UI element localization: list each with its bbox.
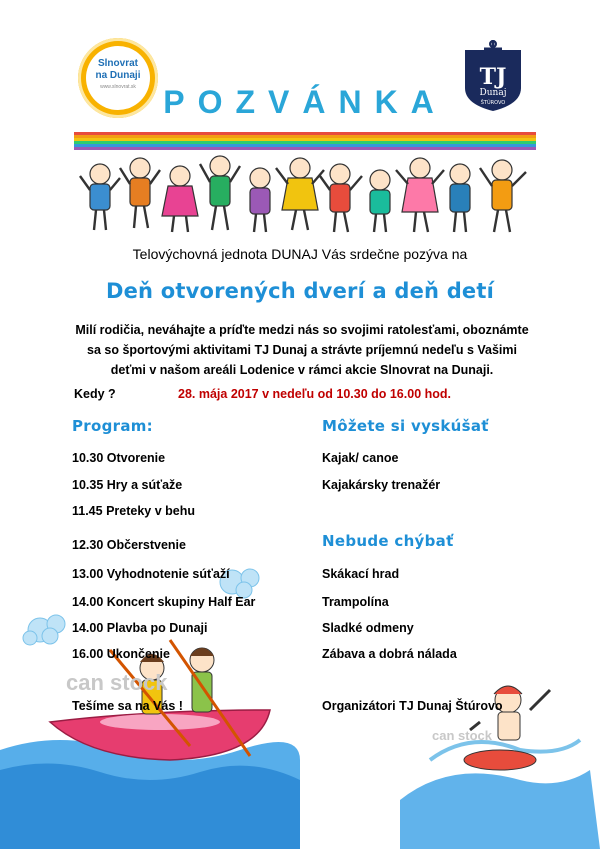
logo-line2: na Dunaji bbox=[95, 70, 141, 81]
extras-heading: Nebude chýbať bbox=[322, 532, 454, 550]
try-item: Kajak/ canoe bbox=[322, 451, 399, 465]
logo-line3: www.slnovrat.sk bbox=[100, 84, 136, 90]
try-item: Kajakársky trenažér bbox=[322, 478, 441, 492]
crest-letters: TJ bbox=[479, 64, 507, 90]
slnovrat-logo bbox=[78, 38, 158, 118]
program-item: 14.00 Plavba po Dunaji bbox=[72, 621, 208, 635]
paragraph-line: Milí rodičia, neváhajte a príďte medzi nás so svojimi ratolesťami, oboznámte bbox=[75, 323, 529, 337]
watermark-right: can stock bbox=[432, 728, 492, 743]
program-item: 10.35 Hry a súťaže bbox=[72, 478, 183, 492]
children-illustration bbox=[70, 128, 540, 238]
invitation-intro: Telovýchovná jednota DUNAJ Vás srdečne pozýva na bbox=[132, 246, 468, 262]
watermark-left: can stock bbox=[66, 670, 168, 695]
program-item: 13.00 Vyhodnotenie súťaží bbox=[72, 567, 230, 581]
extras-item: Skákací hrad bbox=[322, 567, 400, 581]
extras-item: Sladké odmeny bbox=[322, 621, 414, 635]
program-item: 16.00 Ukončenie bbox=[72, 647, 170, 661]
program-item: 11.45 Preteky v behu bbox=[72, 504, 195, 518]
paragraph-line: sa so športovými aktivitami TJ Dunaj a strávte príjemnú nedeľu s Vašimi bbox=[87, 343, 517, 357]
program-item: 12.30 Občerstvenie bbox=[72, 538, 186, 552]
program-item: 10.30 Otvorenie bbox=[72, 451, 166, 465]
try-heading: Môžete si vyskúšať bbox=[322, 417, 489, 435]
page-title: POZVÁNKA bbox=[163, 84, 447, 120]
when-value: 28. mája 2017 v nedeľu od 10.30 do 16.00 hod. bbox=[178, 387, 451, 401]
closing-left: Tešíme sa na Vás ! bbox=[72, 699, 183, 713]
when-label: Kedy ? bbox=[74, 387, 116, 401]
extras-item: Trampolína bbox=[322, 595, 389, 609]
closing-right: Organizátori TJ Dunaj Štúrovo bbox=[322, 699, 503, 713]
event-title: Deň otvorených dverí a deň detí bbox=[105, 279, 495, 303]
invitation-paragraph bbox=[52, 320, 552, 380]
extras-item: Zábava a dobrá nálada bbox=[322, 647, 457, 661]
crest-town: ŠTÚROVO bbox=[480, 100, 506, 106]
logo-line1: Slnovrat bbox=[97, 58, 138, 69]
crest-name: Dunaj bbox=[479, 88, 507, 98]
tj-dunaj-crest bbox=[462, 40, 524, 112]
program-heading: Program: bbox=[72, 417, 153, 435]
program-item: 14.00 Koncert skupiny Half Ear bbox=[72, 595, 256, 609]
paragraph-line: deťmi v našom areáli Lodenice v rámci akcie Slnovrat na Dunaji. bbox=[110, 363, 494, 377]
